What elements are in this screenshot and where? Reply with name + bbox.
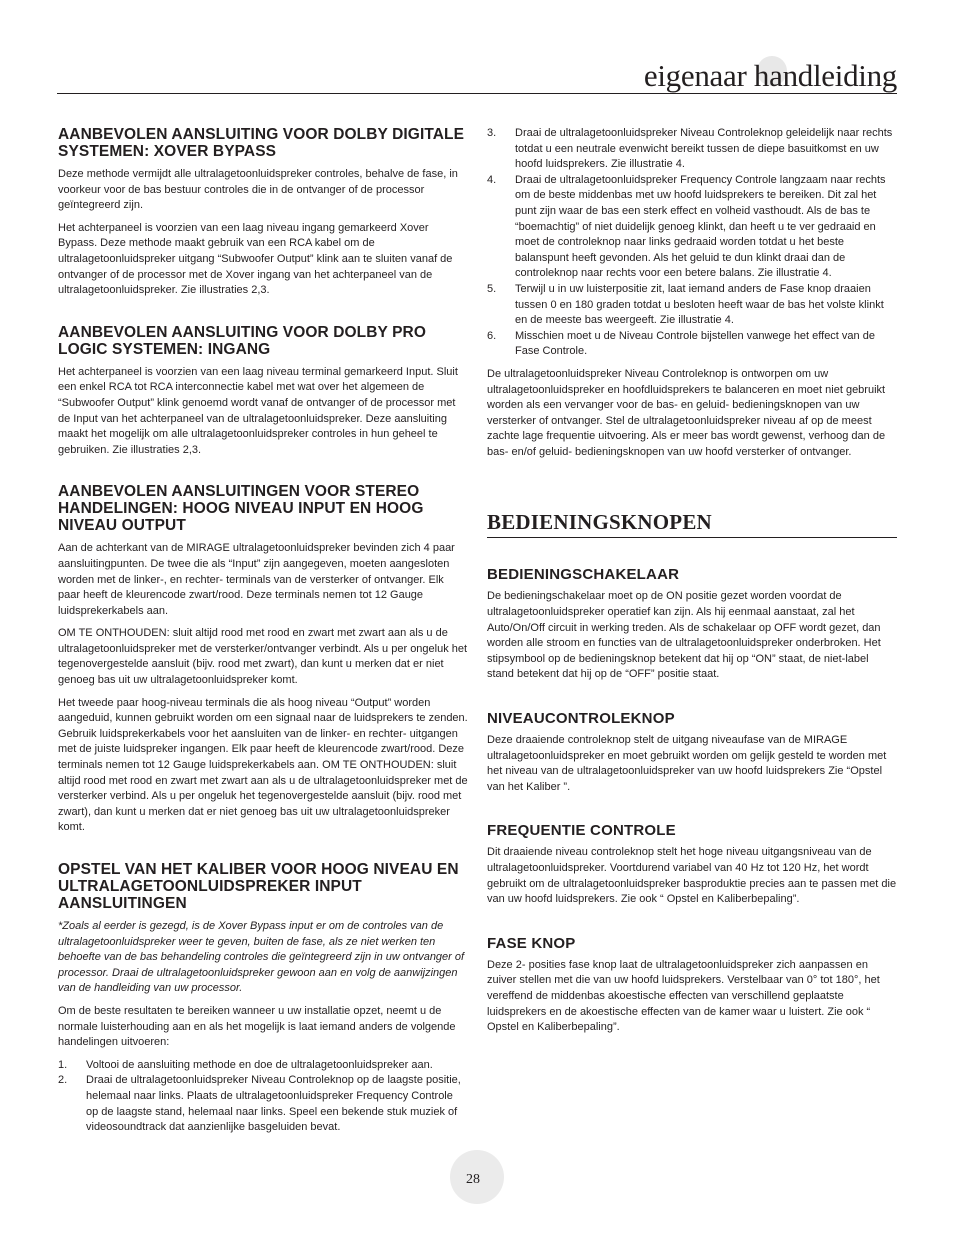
section-heading: AANBEVOLEN AANSLUITINGEN VOOR STEREO HANDELINGEN: HOOG NIVEAU INPUT EN HOOG NIVEAU OUTPUT [58,483,424,535]
paragraph: Om de beste resultaten te bereiken wanneer u uw installatie opzet, neemt u de normale luisterhouding aan en als het mogelijk is laat iemand anders de volgende handelingen uitvoeren: [58,1004,456,1049]
section-heading: OPSTEL VAN HET KALIBER VOOR HOOG NIVEAU EN ULTRALAGETOONLUIDSPREKER INPUT AANSLUITINGEN [58,861,459,912]
list-item [58,1073,468,1135]
list-item [58,1058,468,1074]
section-heading: AANBEVOLEN AANSLUITING VOOR DOLBY DIGITALE SYSTEMEN: XOVER BYPASS [58,126,465,160]
paragraph: OM TE ONTHOUDEN: sluit altijd rood met rood en zwart met zwart aan als u de ultralagetoonluidspreker met de versterker/ontvanger verbindt. Als u per ongeluk het tegenovergestelde aansluit (bijv. rood met zwart), dan kunt u merken dat er niet genoeg bas uit uw ultralagetoonluidspreker komt. [58,627,468,687]
paragraph: De bedieningschakelaar moet op de ON positie gezet worden voordat de ultralagetoonluidspreker operatief kan zijn. Als hij eenmaal aanstaat, zal het Auto/On/Off circuit in werking treden. Als de schakelaar op OFF wordt gezet, dan worden alle stroom en functies van de ultralagetoonluidspreker onderbroken. Het stipsymbool op de bedieningsknop betekent dat hij op “ON” staat, de niet-label stand betekent dat hij op de “OFF” positie staat. [487,590,881,681]
paragraph: Deze methode vermijdt alle ultralagetoonluidspreker controles, behalve de fase, in voorkeur voor de bas bestuur controles die in de ontvanger of de processor geïntegreerd zijn. [58,168,458,212]
section-stereo [58,483,468,836]
step-number: 1. [58,1058,68,1071]
controls-heading: BEDIENINGSKNOPEN [487,510,897,538]
steps-list-continued [487,126,897,360]
paragraph: Het tweede paar hoog-niveau terminals die als hoog niveau “Output” worden aangeduid, kunnen gebruikt worden om een signaal naar de luidsprekers te zenden. Gebruik luidsprekerkabels voor het aansluiten van de linker- en rechter- uitgangen met de juiste luidspreker ingangen. Elk paar heeft de kleurencode zwart/rood. Deze terminals nemen tot 12 Gauge luidsprekerkabels aan. OM TE ONTHOUDEN: sluit altijd rood met rood en zwart met zwart aan als u de ultralagetoonluidspreker met de versterker verbind. Als u per ongeluk het tegenovergestelde aansluit (bijv. rood met zwart), dan kunt u merken dat er niet genoeg bas uit uw ultralagetoonluidspreker komt. [58,696,468,834]
paragraph: Deze 2- posities fase knop laat de ultralagetoonluidspreker zich aanpassen en zuiver stellen met die van uw hoofd luidsprekers. Verstelbaar van 0° tot 180°, het vereffend de middenbas akoestische effecten van verschillend geplaatste luidsprekers en de akoestische effecten van de kamer waar u luistert. Zie ook “ Opstel en Kaliberbepaling”. [487,958,880,1034]
paragraph: Deze draaiende controleknop stelt de uitgang niveaufase van de MIRAGE ultralagetoonluidspreker en moet gebruikt worden om gelijk gesteld te worden met het niveau van de ultralagetoonluidspreker van uw hoofd luidsprekers Zie “Opstel van het Kaliber ”. [487,734,887,793]
step-number: 4. [487,173,497,186]
section-heading: AANBEVOLEN AANSLUITING VOOR DOLBY PRO LOGIC SYSTEMEN: INGANG [58,323,426,358]
step-text: Voltooi de aansluiting methode en doe de ultralagetoonluidspreker aan. [86,1058,433,1071]
step-number: 3. [487,127,497,139]
header-rule [57,93,897,94]
step-text: Misschien moet u de Niveau Controle bijstellen vanwege het effect van de Fase Controle. [515,329,875,358]
frequency-control-heading: FREQUENTIE CONTROLE [487,822,676,840]
step-text: Draai de ultralagetoonluidspreker Niveau Controleknop geleidelijk naar rechts totdat u een neutrale evenwicht bereikt tussen de diepe basuitkomst en uw hoofd luidsprekers. Zie illustratie 4. [515,127,893,171]
paragraph: De ultralagetoonluidspreker Niveau Controleknop is ontworpen om uw ultralagetoonluidspreker en hoofdluidsprekers te balanceren en moet niet gebruikt worden als een vervanger voor de bas- en geluid- bedieningsknopen van uw versterker of ontvanger. Stel de ultralagetoonluidspreker niveau af op de meest zachte lage frequentie uitvoering. Als er meer bas wordt gewenst, verhoog dan de bas- en/of geluid- bedieningsknopen van uw hoofd versterker of ontvanger. [487,367,886,458]
step-number: 2. [58,1074,68,1087]
right-column [487,126,897,1043]
page-header-title: eigenaar handleiding [643,58,897,93]
paragraph: Het achterpaneel is voorzien van een laag niveau ingang gemarkeerd Xover Bypass. Deze methode maakt gebruik van een RCA kabel om de ultralagetoonluidspreker uitgang “Subwoofer Output” klink aan te sluiten vanaf de ontvanger of de processor met de Xover ingang van het achterpaneel van de ultralagetoonluidspreker. Zie illustraties 2,3. [58,221,453,297]
step-number: 5. [487,282,497,295]
left-column [58,126,468,1143]
steps-list [58,1058,468,1136]
section-dolby-pro-logic [58,324,468,459]
list-item [487,126,897,173]
list-item [487,282,897,329]
section-calibration [58,861,468,1136]
italic-note: *Zoals al eerder is gezegd, is de Xover Bypass input er om de controles van de ultralagetoonluidspreker weer te geven, buiten de fase, als ze niet werken ten behoefte van de bas behandeling controles die geïntegreerd zijn in uw ontvanger of processor. Draai de ultralagetoonluidspreker gewoon aan en volg de aanwijzingen van de handleiding van uw processor. [58,920,465,995]
step-text: Terwijl u in uw luisterpositie zit, laat iemand anders de Fase knop draaien tussen 0 en 180 graden totdat u besloten heeft waar de bas het volste klinkt en de meeste bas weergeeft. Zie illustratie 4. [515,282,884,327]
page-number: 28 [466,1172,480,1187]
power-switch-heading: BEDIENINGSCHAKELAAR [487,566,680,584]
paragraph: Dit draaiende niveau controleknop stelt het hoge niveau uitgangsniveau van de ultralagetoonluidspreker. Voortdurend variabel van 40 Hz tot 120 Hz, het wordt gebruikt om de ultralagetoonluidspreker basproduktie precies aan te passen met die van uw hoofd luidsprekers. Zie ook “ Opstel en Kaliberbepaling”. [487,846,897,906]
phase-knob-heading: FASE KNOP [487,934,576,952]
level-control-heading: NIVEAUCONTROLEKNOP [487,710,675,728]
paragraph: Aan de achterkant van de MIRAGE ultralagetoonluidspreker bevinden zich 4 paar aansluitingpunten. De twee die als “Input” zijn aangegeven, moeten aangesloten worden met de linker-, en rechter- terminals van de versterker of ontvanger. Elk paar heeft de kleurencode zwart/rood. Deze terminals nemen tot 12 Gauge luidsprekerkabels aan. [58,542,455,617]
paragraph: Het achterpaneel is voorzien van een laag niveau terminal gemarkeerd Input. Sluit een enkel RCA tot RCA interconnectie kabel met wat over het algemeen de “Subwoofer Output” klink genoemd wordt vanaf de ontvanger of de processor met de Input van het achterpaneel van de ultralagetoonluidspreker. Deze aansluiting maakt het mogelijk om alle ultralagetoonluidspreker controles in hun geheel te gebruiken. Zie illustraties 2,3. [58,365,458,456]
section-dolby-digital [58,126,468,299]
step-text: Draai de ultralagetoonluidspreker Frequency Controle langzaam naar rechts om de beste middenbas met uw hoofd luidsprekers te bereiken. Dit zal het punt zijn waar de bas een sterk effect en volheid vasthoudt. Als de bas te “boemachtig” of niet duidelijk genoeg klinkt, dan heeft u te ver gedraaid en moet de controleknop naar links gedraaid worden totdat u het beste balanspunt heeft gevonden. Als het geluid te dun klinkt draai dan de controleknop naar rechts voor een betere balans. Zie illustratie 4. [515,173,886,280]
list-item [487,173,897,282]
step-text: Draai de ultralagetoonluidspreker Niveau Controleknop op de laagste positie, helemaal naar links. Plaats de ultralagetoonluidspreker Frequency Controle op de laagste stand, helemaal naar links. Speel een bekende stuk muziek of videosoundtrack dat aanzienlijke basgeluiden bevat. [86,1074,461,1134]
step-number: 6. [487,329,497,342]
list-item [487,329,897,360]
